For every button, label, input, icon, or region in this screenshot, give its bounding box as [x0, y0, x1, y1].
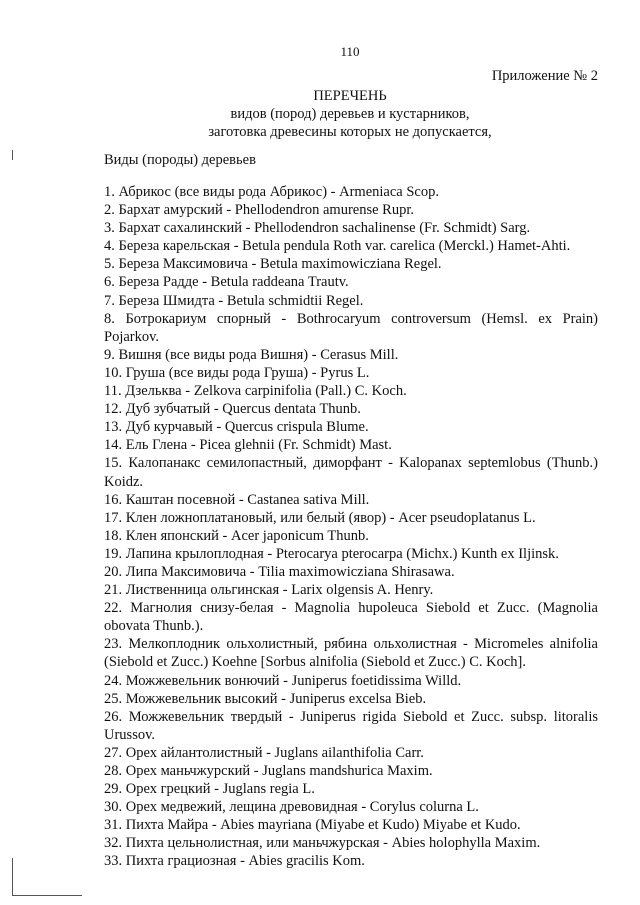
list-item: 14. Ель Глена - Picea glehnii (Fr. Schmidt) Mast. [104, 437, 392, 454]
list-item: 3. Бархат сахалинский - Phellodendron sachalinense (Fr. Schmidt) Sarg. [104, 220, 531, 237]
list-item: 8. Ботрокариум спорный - Bothrocaryum controversum (Hemsl. ex Prain) Pojarkov. [104, 310, 598, 345]
scan-margin-mark [12, 150, 13, 160]
list-item: 1. Абрикос (все виды рода Абрикос) - Armeniaca Scop. [104, 184, 439, 200]
list-item: 2. Бархат амурский - Phellodendron amurense Rupr. [104, 202, 414, 219]
list-item: 22. Магнолия снизу-белая - Magnolia hupoleuca Siebold et Zucc. (Magnolia obovata Thunb.). [104, 600, 598, 635]
list-item: 27. Орех айлантолистный - Juglans ailanthifolia Carr. [104, 744, 424, 761]
list-item: 10. Груша (все виды рода Груша) - Pyrus L. [104, 364, 370, 381]
list-item: 15. Калопанакс семилопастный, диморфант - Kalopanax septemlobus (Thunb.) Koidz. [104, 455, 598, 490]
list-item: 18. Клен японский - Acer japonicum Thunb. [104, 527, 369, 544]
list-item: 12. Дуб зубчатый - Quercus dentata Thunb. [104, 401, 361, 418]
document-title: ПЕРЕЧЕНЬ [313, 88, 387, 104]
list-item: 5. Береза Максимовича - Betula maximowicziana Regel. [104, 256, 442, 273]
scan-bottom-rule [12, 895, 82, 896]
list-item: 30. Орех медвежий, лещина древовидная - Corylus colurna L. [104, 799, 479, 816]
section-heading: Виды (породы) деревьев [104, 152, 256, 168]
document-subtitle-line-1: видов (пород) деревьев и кустарников, [230, 106, 470, 122]
list-item: 20. Липа Максимовича - Tilia maximowicziana Shirasawa. [104, 563, 455, 580]
list-item: 33. Пихта грациозная - Abies gracilis Kom. [104, 853, 365, 870]
list-item: 7. Береза Шмидта - Betula schmidtii Regel. [104, 292, 364, 309]
species-list [104, 183, 598, 871]
list-item: 9. Вишня (все виды рода Вишня) - Cerasus Mill. [104, 346, 399, 363]
list-item: 17. Клен ложноплатановый, или белый (явор) - Acer pseudoplatanus L. [104, 509, 536, 526]
list-item: 28. Орех маньчжурский - Juglans mandshurica Maxim. [104, 763, 433, 779]
list-item: 19. Лапина крылоплодная - Pterocarya pterocarpa (Michx.) Kunth ex Iljinsk. [104, 545, 559, 562]
list-item: 21. Лиственница ольгинская - Larix olgensis A. Henry. [104, 582, 434, 599]
page-number: 110 [340, 44, 360, 59]
list-item: 26. Можжевельник твердый - Juniperus rigida Siebold et Zucc. subsp. litoralis Urussov. [104, 708, 598, 743]
scan-margin-mark [12, 858, 13, 896]
appendix-label: Приложение № 2 [491, 68, 598, 84]
list-item: 32. Пихта цельнолистная, или маньчжурская - Abies holophylla Maxim. [104, 835, 541, 852]
list-item: 13. Дуб курчавый - Quercus crispula Blume. [104, 419, 369, 436]
list-item: 31. Пихта Майра - Abies mayriana (Miyabe et Kudo) Miyabe et Kudo. [104, 817, 521, 834]
document-subtitle-line-2: заготовка древесины которых не допускается, [208, 124, 492, 140]
list-item: 24. Можжевельник вонючий - Juniperus foetidissima Willd. [104, 672, 462, 689]
list-item: 4. Береза карельская - Betula pendula Roth var. carelica (Merckl.) Hamet-Ahti. [104, 238, 571, 255]
list-item: 23. Мелкоплодник ольхолистный, рябина ольхолистная - Micromeles alnifolia (Siebold et Zucc.) Koehne [Sorbus alnifolia (Siebold et Zucc.) C. Koch]. [104, 636, 598, 671]
list-item: 16. Каштан посевной - Castanea sativa Mill. [104, 491, 370, 508]
list-item: 6. Береза Радде - Betula raddeana Trautv. [104, 274, 349, 291]
list-item: 11. Дзельква - Zelkova carpinifolia (Pall.) C. Koch. [104, 383, 407, 400]
list-item: 29. Орех грецкий - Juglans regia L. [104, 781, 315, 798]
list-item: 25. Можжевельник высокий - Juniperus excelsa Bieb. [104, 690, 427, 707]
